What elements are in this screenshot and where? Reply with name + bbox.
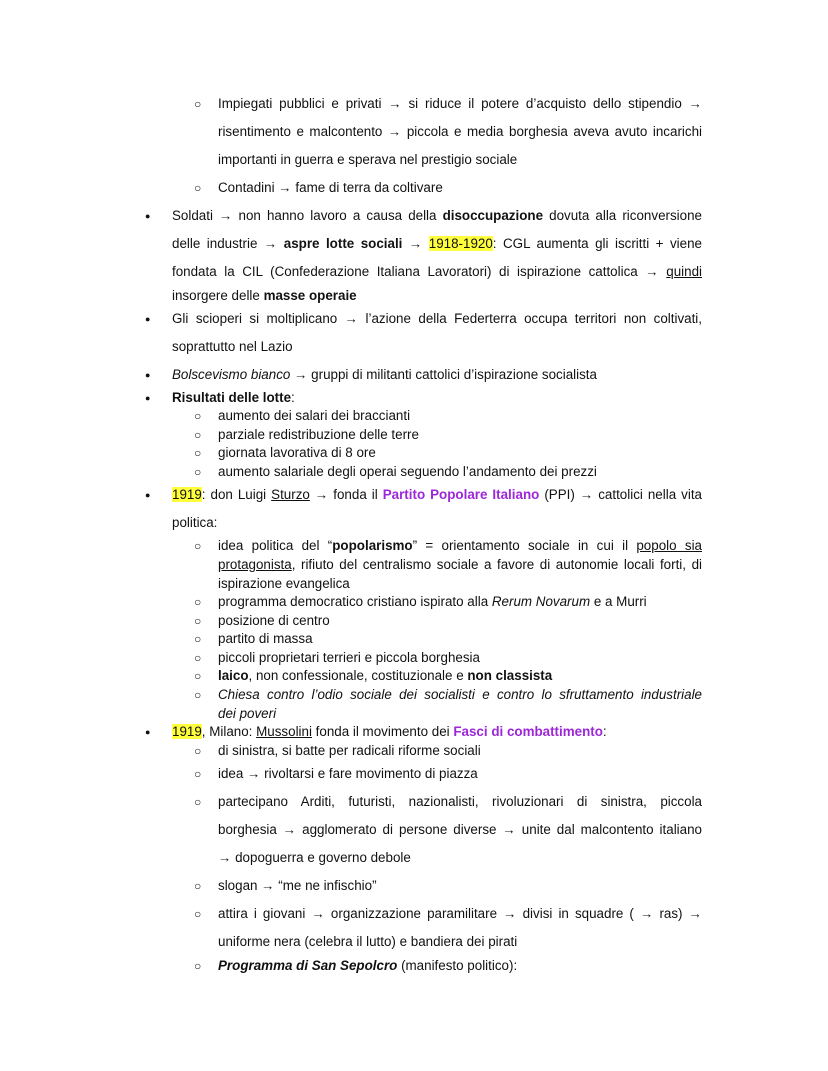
sub-bullet: ○ — [194, 595, 202, 609]
text-line: importanti in guerra e sperava nel prestigio sociale — [218, 152, 518, 167]
sub-bullet: ○ — [194, 669, 202, 683]
sub-bullet: ○ — [194, 767, 202, 781]
list-item: laico, non confessionale, costituzionale e non classista — [218, 668, 553, 683]
list-item: partito di massa — [218, 631, 313, 646]
text-line: partecipano Arditi, futuristi, nazionalisti, rivoluzionari di sinistra, piccola — [218, 794, 702, 809]
bullet: ● — [145, 370, 151, 380]
sub-bullet: ○ — [194, 907, 202, 921]
text-line: delle industrie → aspre lotte sociali → 1918-1920: CGL aumenta gli iscritti + viene — [172, 236, 702, 251]
text-line: Gli scioperi si moltiplicano → l’azione della Federterra occupa territori non coltivati, — [172, 311, 702, 326]
text-line: Programma di San Sepolcro (manifesto politico): — [218, 958, 518, 973]
sub-bullet: ○ — [194, 181, 202, 195]
sub-bullet: ○ — [194, 539, 202, 553]
text-line: Risultati delle lotte: — [172, 390, 295, 405]
sub-bullet: ○ — [194, 744, 202, 758]
highlight-year: 1919 — [172, 724, 202, 739]
sub-bullet: ○ — [194, 97, 202, 111]
list-item: di sinistra, si batte per radicali riforme sociali — [218, 743, 481, 758]
text-line: → dopoguerra e governo debole — [218, 850, 411, 865]
text-line: 1919: don Luigi Sturzo → fonda il Partito Popolare Italiano (PPI) → cattolici nella vita — [172, 487, 702, 502]
list-item: idea → rivoltarsi e fare movimento di piazza — [218, 766, 478, 781]
sub-bullet: ○ — [194, 465, 202, 479]
text-line: borghesia → agglomerato di persone diverse → unite dal malcontento italiano — [218, 822, 702, 837]
list-item: slogan → “me ne infischio” — [218, 878, 377, 893]
bullet: ● — [145, 727, 151, 737]
highlight-year: 1919 — [172, 487, 202, 502]
sub-bullet: ○ — [194, 446, 202, 460]
sub-bullet: ○ — [194, 879, 202, 893]
text-line: Bolscevismo bianco → gruppi di militanti cattolici d’ispirazione socialista — [172, 367, 597, 382]
sub-bullet: ○ — [194, 409, 202, 423]
text-line: soprattutto nel Lazio — [172, 339, 293, 354]
sub-bullet: ○ — [194, 428, 202, 442]
party-name: Partito Popolare Italiano — [382, 487, 540, 502]
sub-bullet: ○ — [194, 795, 202, 809]
text-line: idea politica del “popolarismo” = orientamento sociale in cui il popolo sia — [218, 538, 702, 553]
text-line: risentimento e malcontento → piccola e media borghesia aveva avuto incarichi — [218, 124, 702, 139]
text-line: Soldati → non hanno lavoro a causa della disoccupazione dovuta alla riconversione — [172, 208, 702, 223]
sub-bullet: ○ — [194, 651, 202, 665]
bullet: ● — [145, 314, 151, 324]
text-line: Impiegati pubblici e privati → si riduce il potere d’acquisto dello stipendio → — [218, 96, 702, 111]
list-item: giornata lavorativa di 8 ore — [218, 445, 376, 460]
text-line: 1919, Milano: Mussolini fonda il movimento dei Fasci di combattimento: — [172, 724, 607, 739]
bullet: ● — [145, 490, 151, 500]
bullet: ● — [145, 393, 151, 403]
list-item: posizione di centro — [218, 613, 330, 628]
text-line: Chiesa contro l’odio sociale dei socialisti e contro lo sfruttamento industriale — [218, 687, 702, 702]
text-line: attira i giovani → organizzazione paramilitare → divisi in squadre ( → ras) → — [218, 906, 702, 921]
list-item: programma democratico cristiano ispirato alla Rerum Novarum e a Murri — [218, 594, 647, 609]
text-line: dei poveri — [218, 706, 277, 721]
highlight-years: 1918-1920 — [428, 236, 493, 251]
text-line: protagonista, rifiuto del centralismo sociale a favore di autonomie locali forti, di — [218, 557, 702, 572]
text-line: Contadini → fame di terra da coltivare — [218, 180, 443, 195]
text-line: uniforme nera (celebra il lutto) e bandiera dei pirati — [218, 934, 518, 949]
text-line: politica: — [172, 515, 218, 530]
list-item: piccoli proprietari terrieri e piccola borghesia — [218, 650, 480, 665]
text-line: ispirazione evangelica — [218, 576, 350, 591]
list-item: aumento dei salari dei braccianti — [218, 408, 411, 423]
text-line: fondata la CIL (Confederazione Italiana Lavoratori) di ispirazione cattolica → quindi — [172, 264, 702, 279]
list-item: parziale redistribuzione delle terre — [218, 427, 419, 442]
sub-bullet: ○ — [194, 959, 202, 973]
list-item: aumento salariale degli operai seguendo l’andamento dei prezzi — [218, 464, 597, 479]
sub-bullet: ○ — [194, 614, 202, 628]
movement-name: Fasci di combattimento — [453, 724, 603, 739]
sub-bullet: ○ — [194, 632, 202, 646]
text-line: insorgere delle masse operaie — [172, 288, 357, 303]
bullet: ● — [145, 211, 151, 221]
sub-bullet: ○ — [194, 688, 202, 702]
